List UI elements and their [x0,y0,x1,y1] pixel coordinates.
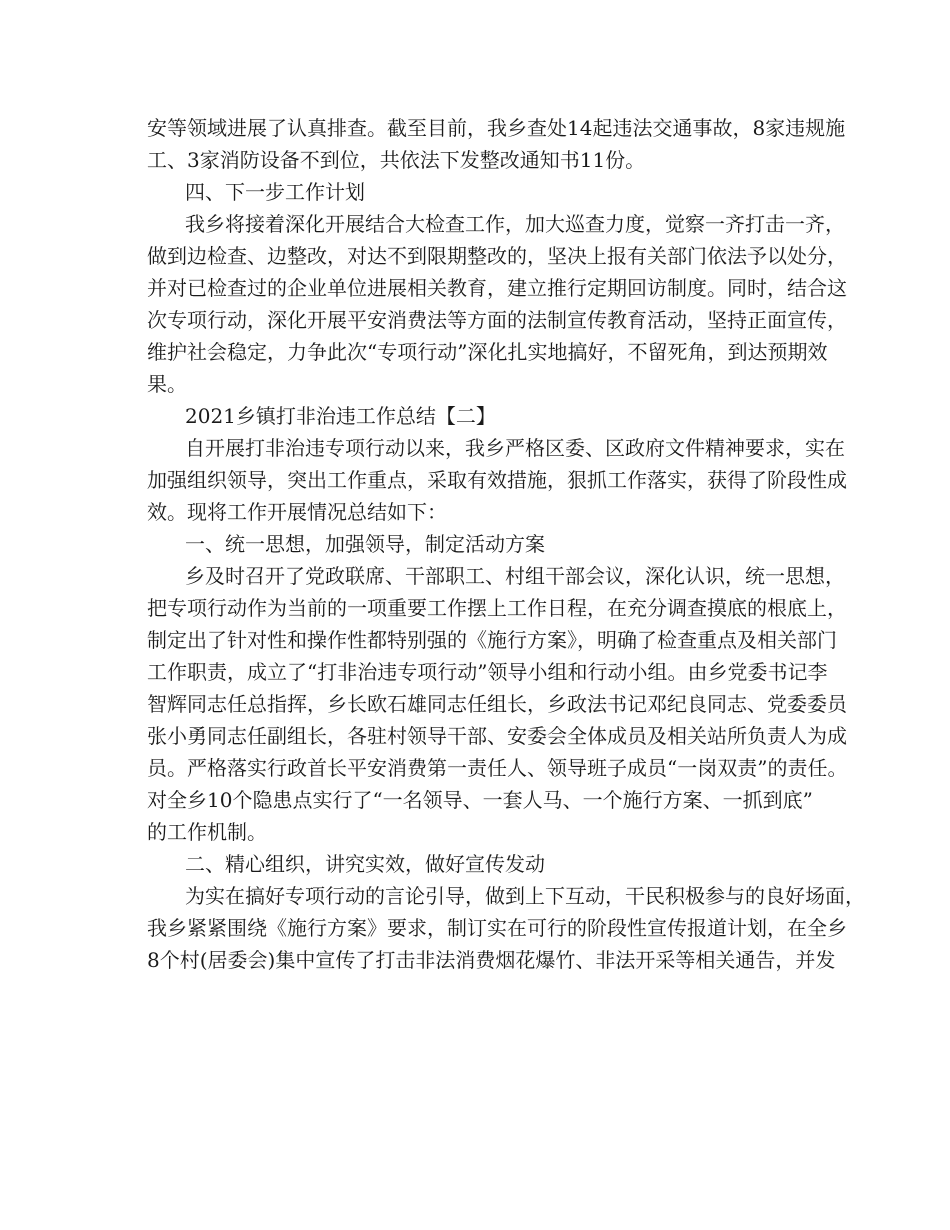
text-line: 果。 [147,372,187,396]
text-line: 我乡将接着深化开展结合大检查工作，加大巡查力度，觉察一齐打击一齐， [185,212,845,236]
text-line: 做到边检查、边整改，对达不到限期整改的，坚决上报有关部门依法予以处分， [147,244,847,268]
text-line: 工、3家消防设备不到位，共依法下发整改通知书11份。 [147,148,646,172]
text-line: 张小勇同志任副组长，各驻村领导干部、安委会全体成员及相关站所负责人为成 [147,724,847,748]
text-line: 的工作机制。 [147,820,267,844]
text-line: 对全乡10个隐患点实行了“一名领导、一套人马、一个施行方案、一抓到底” [147,788,813,812]
text-line: 工作职责，成立了“打非治违专项行动”领导小组和行动小组。由乡党委书记李 [147,660,828,684]
text-line: 加强组织领导，突出工作重点，采取有效措施，狠抓工作落实，获得了阶段性成 [147,468,847,492]
text-line: 次专项行动，深化开展平安消费法等方面的法制宣传教育活动，坚持正面宣传， [147,308,847,332]
text-line: 2021乡镇打非治违工作总结【二】 [185,404,496,428]
text-line: 四、下一步工作计划 [185,180,365,204]
text-line: 自开展打非治违专项行动以来，我乡严格区委、区政府文件精神要求，实在 [185,436,845,460]
text-line: 8个村(居委会)集中宣传了打击非法消费烟花爆竹、非法开采等相关通告，并发 [147,948,836,972]
text-line: 效。现将工作开展情况总结如下： [147,500,447,524]
document-body [147,112,865,976]
text-line: 智辉同志任总指挥，乡长欧石雄同志任组长，乡政法书记邓纪良同志、党委委员 [147,692,847,716]
text-line: 安等领域进展了认真排查。截至目前，我乡查处14起违法交通事故，8家违规施 [147,116,846,140]
text-line: 制定出了针对性和操作性都特别强的《施行方案》，明确了检查重点及相关部门 [147,628,837,652]
text-line: 为实在搞好专项行动的言论引导，做到上下互动，干民积极参与的良好场面， [185,884,865,908]
text-line: 并对已检查过的企业单位进展相关教育，建立推行定期回访制度。同时，结合这 [147,276,847,300]
text-line: 我乡紧紧围绕《施行方案》要求，制订实在可行的阶段性宣传报道计划，在全乡 [147,916,847,940]
text-line: 维护社会稳定，力争此次“专项行动”深化扎实地搞好，不留死角，到达预期效 [147,340,828,364]
text-line: 乡及时召开了党政联席、干部职工、村组干部会议，深化认识，统一思想， [185,564,845,588]
text-line: 一、统一思想，加强领导，制定活动方案 [185,532,545,556]
text-line: 把专项行动作为当前的一项重要工作摆上工作日程，在充分调查摸底的根底上， [147,596,847,620]
text-line: 二、精心组织，讲究实效，做好宣传发动 [185,852,545,876]
text-line: 员。严格落实行政首长平安消费第一责任人、领导班子成员“一岗双责”的责任。 [147,756,848,780]
